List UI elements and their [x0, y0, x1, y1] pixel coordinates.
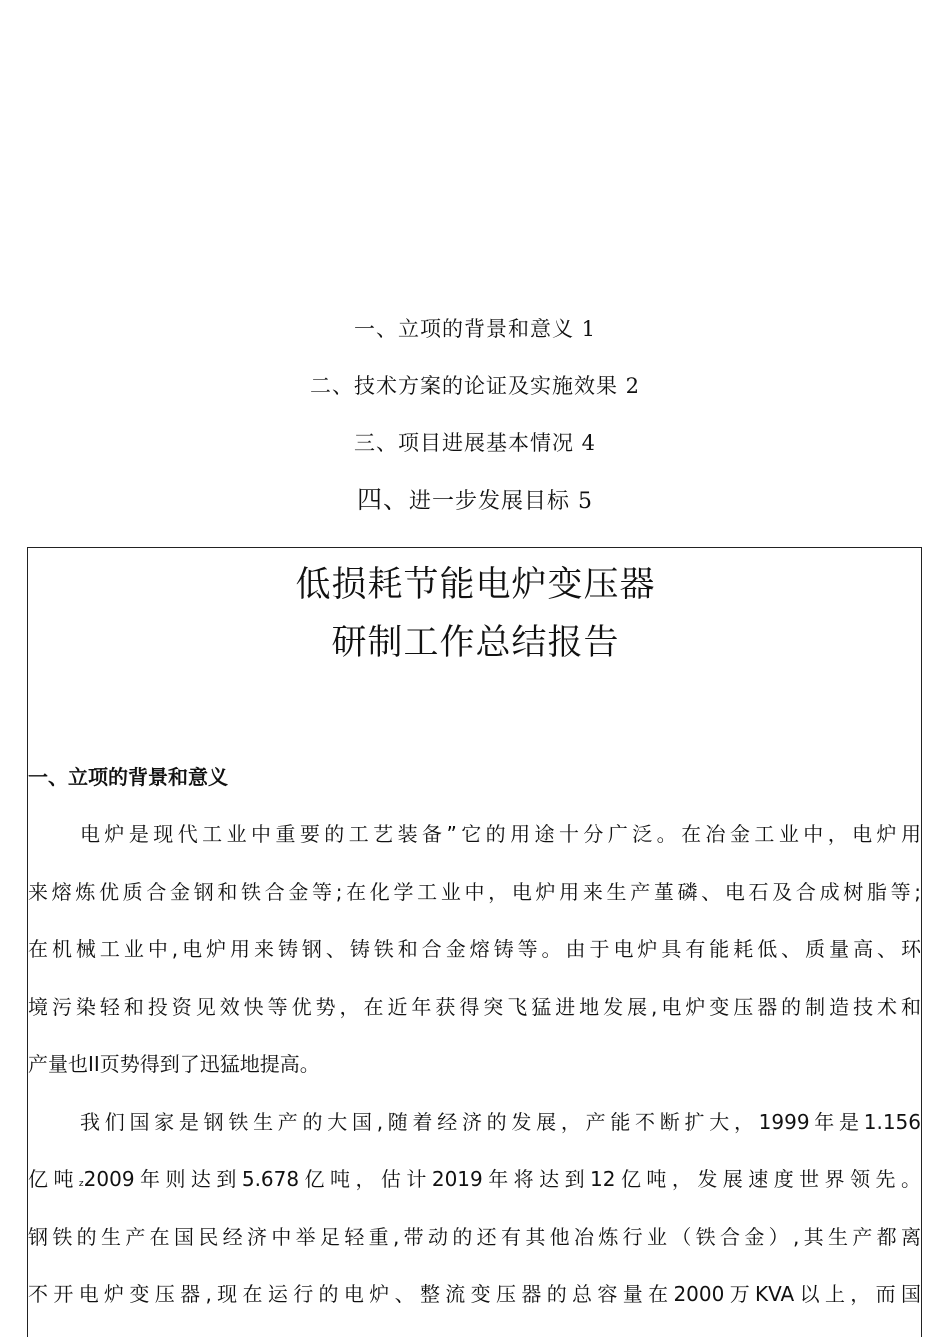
document-title — [28, 556, 922, 672]
paragraph-line: 来熔炼优质合金钢和铁合金等;在化学工业中，电炉用来生产堇磷、电石及合成树脂等; — [28, 879, 921, 904]
line-segment: 亿吨 — [28, 1167, 79, 1191]
toc-item-2[interactable] — [0, 369, 950, 426]
paragraph-line — [28, 1151, 921, 1209]
paragraph-line: 钢铁的生产在国民经济中举足轻重,带动的还有其他冶炼行业（铁合金）,其生产都离 — [28, 1224, 921, 1249]
table-of-contents — [0, 312, 950, 540]
toc-item-4[interactable] — [0, 483, 950, 540]
line-segment: 2009年则达到5.678亿吨，估计2019年将达到12亿吨，发展速度世界领先。 — [83, 1167, 921, 1191]
toc-item-3-label: 三、项目进展基本情况 4 — [353, 431, 597, 455]
section-heading: 一、立项的背景和意义 — [28, 765, 228, 789]
toc-item-4-label: 进一步发展目标 5 — [409, 489, 593, 514]
toc-item-3[interactable] — [0, 426, 950, 483]
subscript-mark: z — [78, 1179, 84, 1189]
body-text — [28, 806, 921, 1324]
toc-item-1[interactable] — [0, 312, 950, 369]
paragraph-1 — [28, 806, 921, 1094]
paragraph-line: 我们国家是钢铁生产的大国,随着经济的发展，产能不断扩大，1999年是1.156 — [80, 1109, 921, 1134]
toc-item-4-prefix: 四、 — [356, 485, 409, 514]
paragraph-line: 电炉是现代工业中重要的工艺装备”它的用途十分广泛。在冶金工业中，电炉用 — [80, 822, 921, 846]
toc-item-2-label: 二、技术方案的论证及实施效果 2 — [309, 374, 641, 398]
paragraph-line: 境污染轻和投资见效快等优势，在近年获得突飞猛进地发展,电炉变压器的制造技术和 — [28, 994, 921, 1019]
toc-item-1-label: 一、立项的背景和意义 1 — [353, 317, 597, 341]
document-title-line-1: 低损耗节能电炉变压器 — [295, 565, 656, 605]
paragraph-line: 产量也II页势得到了迅猛地提高。 — [28, 1052, 320, 1076]
paragraph-line: 在机械工业中,电炉用来铸钢、铸铁和合金熔铸等。由于电炉具有能耗低、质量高、环 — [28, 937, 921, 961]
document-title-line-2: 研制工作总结报告 — [331, 623, 620, 663]
paragraph-line: 不开电炉变压器,现在运行的电炉、整流变压器的总容量在2000万KVA以上，而国 — [28, 1282, 921, 1306]
report-frame — [27, 547, 922, 1337]
paragraph-2 — [28, 1094, 921, 1324]
